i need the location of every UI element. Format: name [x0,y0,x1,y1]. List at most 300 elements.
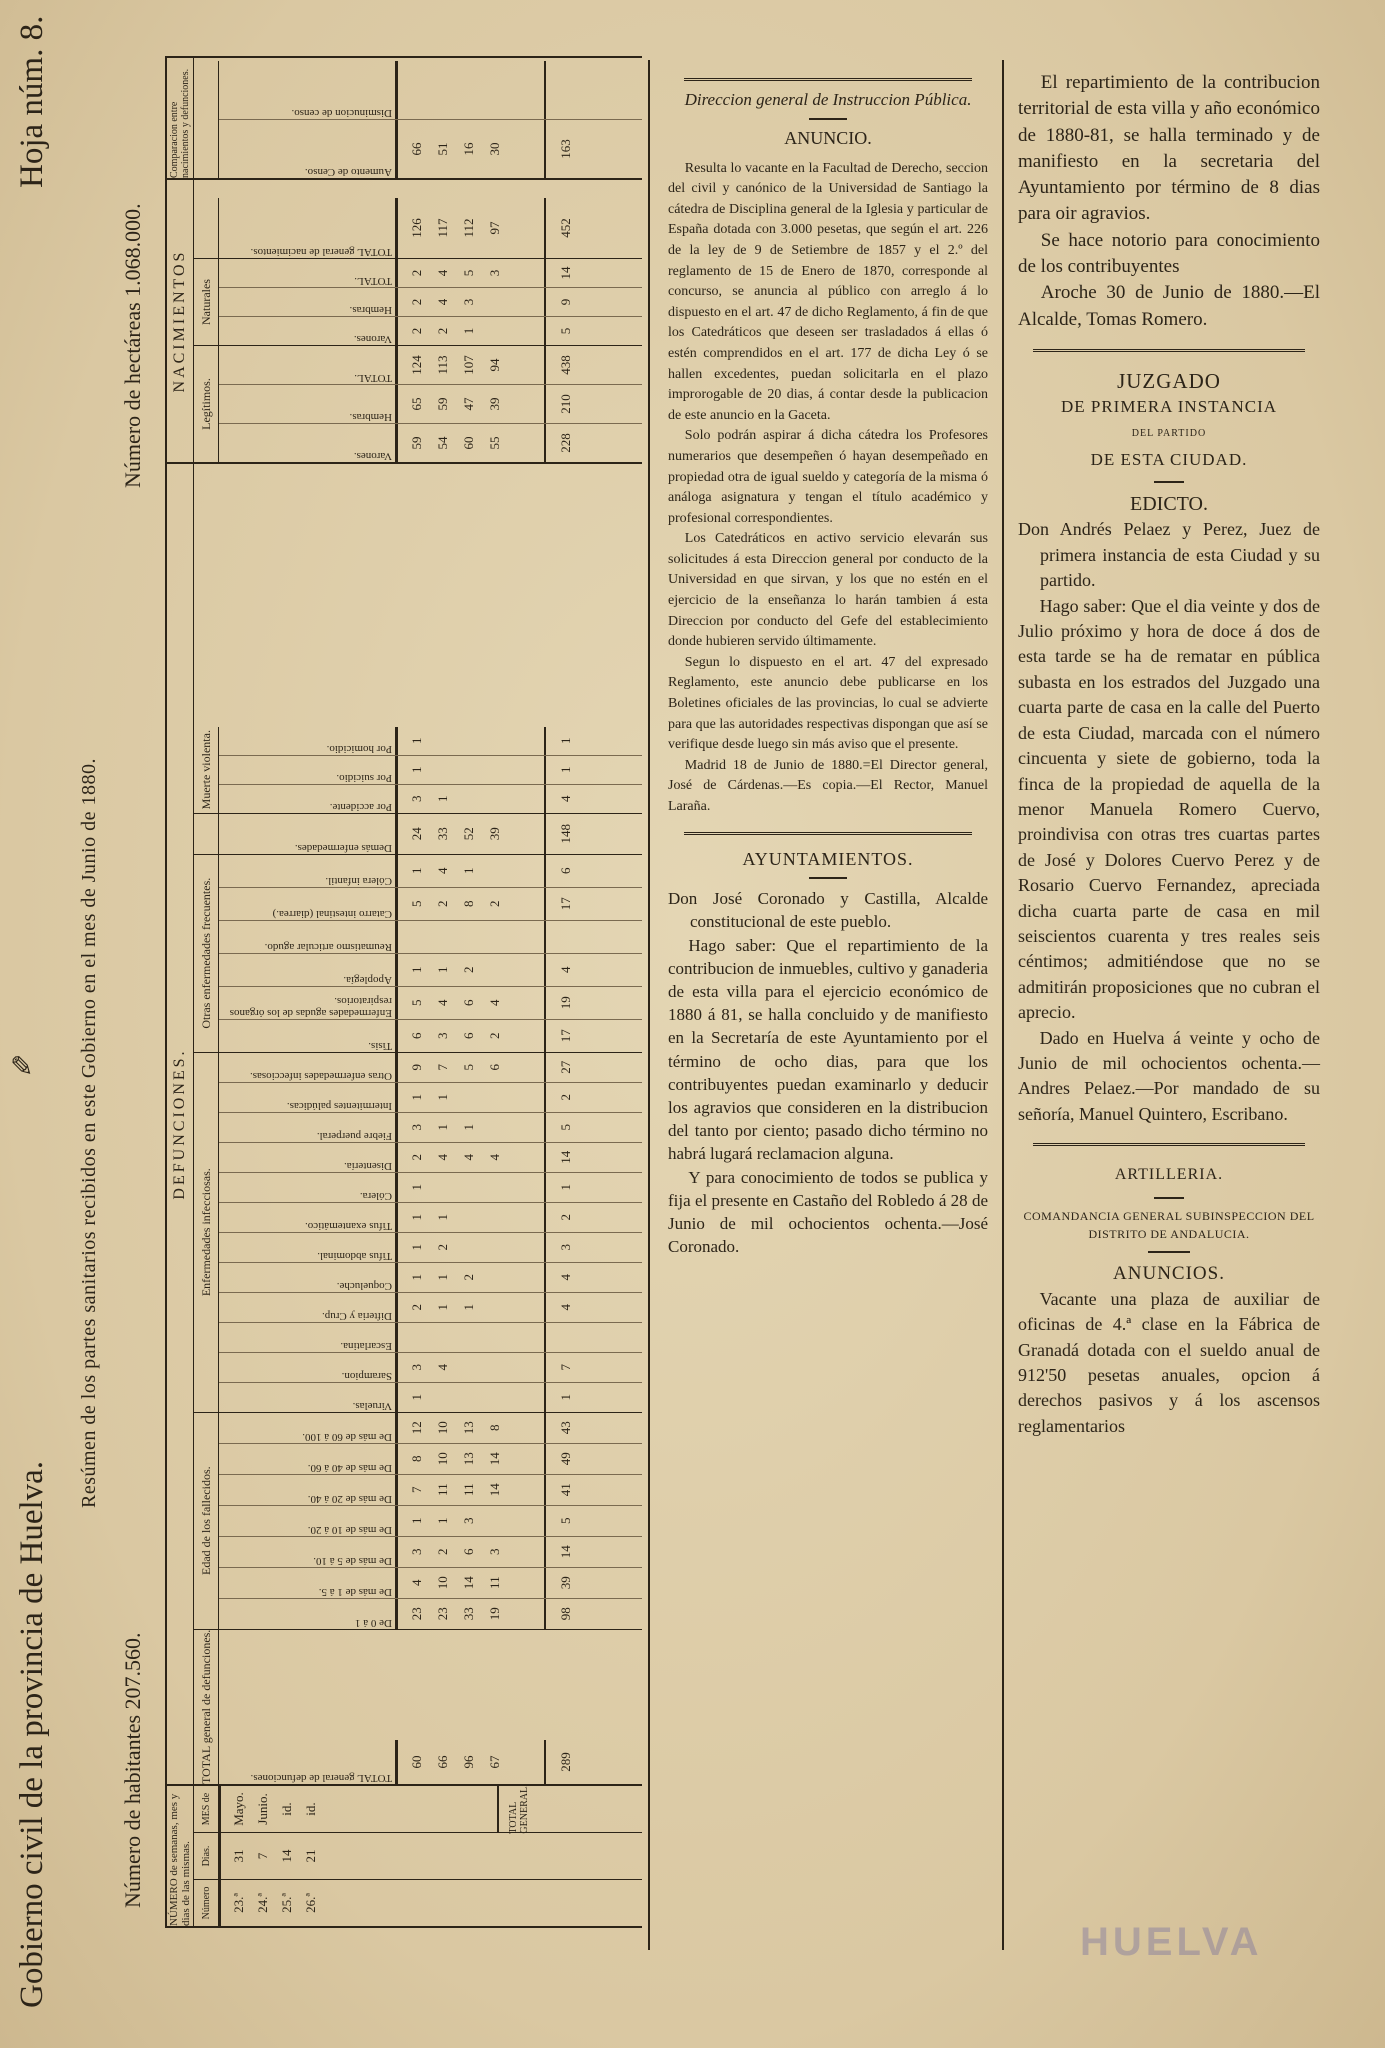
column-header: TOTAL. [219,259,396,287]
total-general-label: TOTAL GENERAL. [497,1786,539,1832]
subgroup-columns [219,727,642,813]
column-total: 228 [544,424,586,462]
edicto-signature: Dado en Huelva á veinte y ocho de Junio de mil ochocientos ochenta.—Andres Pelaez.—Por mandado de su señoría, Manuel Quintero, Escribano. [1018,1027,1320,1124]
mes-value: id. [303,1802,318,1816]
cell-value: 1 [435,795,450,802]
column-values [396,1020,544,1052]
table-column [219,1112,642,1142]
cell-value: 51 [435,142,450,156]
cell-value: 8 [409,1455,424,1462]
table-column [219,1322,642,1352]
cell-value: 16 [461,142,476,156]
anuncio-paragraph: Segun lo dispuesto en el art. 47 del expresado Reglamento, este anuncio debe publicarse en los Boletines oficiales de las provincias, lo cual se advierte para que las autoridades respectivas dispongan que así se verifique desde luego sin más aviso que el presente. [668,654,988,753]
cell-value: 3 [461,298,476,306]
subgroup-header [194,198,219,258]
cell-value: 107 [461,355,476,375]
cell-value: 1 [461,1123,476,1131]
column-header: TOTAL. [219,346,396,384]
column-header: Reumatismo articular agudo. [219,921,396,953]
column-header: Fiebre puerperal. [219,1113,396,1142]
column-header: Disminucion de censo. [219,61,396,119]
column-total: 5 [544,317,586,345]
cell-value: 6 [461,999,476,1006]
column-total: 4 [544,1293,586,1322]
cell-value: 24 [409,827,424,841]
cell-value: 9 [409,1063,424,1071]
subgroup-header: Edad de los fallecidos. [194,1413,219,1629]
cell-value: 30 [487,142,502,156]
subgroup-columns [219,1630,642,1784]
cell-value: 6 [409,1032,424,1039]
cell-value: 97 [487,221,502,235]
column-values [396,727,544,755]
dias-value: 21 [303,1849,318,1863]
column-header: TOTAL general de nacimientos. [219,198,396,258]
table-subgroup [194,198,642,258]
mes-header: MES de [194,1786,219,1832]
column-total: 1 [544,756,586,784]
cell-value: 52 [461,827,476,841]
table-column [219,953,642,986]
table-column [219,198,642,258]
column-total: 41 [544,1475,586,1505]
column-total: 7 [544,1353,586,1382]
column-total: 2 [544,1083,586,1112]
column-total: 27 [544,1053,586,1082]
cell-value: 3 [409,1363,424,1371]
table-column [219,986,642,1019]
ayuntamiento-alcalde: Don José Coronado y Castilla, Alcalde constitucional de este pueblo. [668,889,988,932]
rule [809,877,847,879]
column-values [396,855,544,887]
column-values [396,1413,544,1443]
ayuntamiento-paragraph: Y para conocimiento de todos se publica y fija el presente en Castaño del Robledo á 28 de Junio de mil ochocientos ochenta.—José Coronado. [668,1167,988,1257]
group-nacimientos-header: NACIMIENTOS [167,180,194,462]
column-values [396,1263,544,1292]
column-total: 163 [544,120,586,178]
column-header: Sarampion. [219,1353,396,1382]
dias-header: Dias. [194,1833,219,1879]
juzgado-title: JUZGADO [1117,368,1221,393]
column-header: Tifus abdominal. [219,1233,396,1262]
comandancia-title: COMANDANCIA GENERAL SUBINSPECCION DEL DISTRITO DE ANDALUCIA. [1023,1208,1315,1241]
cell-value: 1 [409,1273,424,1281]
rule [1154,481,1184,483]
cell-value: 1 [435,1123,450,1131]
table-subgroup [194,258,642,345]
table-column [219,727,642,755]
cell-value: 3 [409,795,424,802]
ayuntamiento-paragraph: Hago saber: Que el repartimiento de la contribucion de inmuebles, cultivo y ganaderia de esta villa para el ejercicio económico de 1880 á 81, se halla concluido y de manifiesto en la Secretaría de este Ayuntamiento por el término de ocho dias, para que los contribuyentes puedan examinarlo y deducir los agravios que consideren en la distribucion del tanto por ciento; pasado dicho término no habrá lugará reclamacion alguna. [668,935,988,1164]
anuncios-title: ANUNCIOS. [1113,1262,1225,1284]
rule [684,832,972,835]
table-column [219,1382,642,1412]
cell-value: 10 [435,1452,450,1466]
cell-value: 14 [461,1576,476,1590]
column-total: 452 [544,198,586,258]
cell-value: 3 [461,1517,476,1524]
table-column [219,1536,642,1567]
column-header: TOTAL general de defunciones. [219,1740,396,1784]
column-header: Cólera. [219,1173,396,1202]
cell-value: 11 [435,1483,450,1496]
table-subgroup [194,1412,642,1629]
column-values [396,1444,544,1474]
column-values [396,1568,544,1598]
table-subgroup [194,345,642,462]
column-values [396,385,544,423]
numero-col [194,1879,642,1926]
column-values [396,1383,544,1412]
column-header: Hembras. [219,288,396,316]
table-column [219,1443,642,1474]
column-total: 6 [544,855,586,887]
column-header: Aumento de Censo. [219,120,396,178]
cell-value: 2 [461,966,476,973]
cell-value: 39 [487,397,502,411]
subgroup-columns [219,814,642,854]
column-values [396,1740,544,1784]
column-total [544,1323,586,1352]
cell-value: 1 [435,966,450,973]
subgroup-columns [219,259,642,345]
rule [809,118,847,120]
numero-header: Número [194,1880,219,1926]
column-total: 438 [544,346,586,384]
table-column [219,1292,642,1322]
numero-value: 23.ª [231,1893,246,1913]
group-defunciones [167,462,642,1784]
dias-values [219,1833,537,1879]
cell-value: 2 [409,1153,424,1161]
aroche-paragraph: El repartimiento de la contribucion territorial de esta villa y año económico de 1880-81, se halla terminado y de manifiesto en la secretaria del Ayuntamiento por término de 8 dias para oir agravios. [1018,72,1320,225]
table-column [219,1474,642,1505]
group-defunciones-body [194,464,642,1784]
column-total: 14 [544,259,586,287]
subgroup-columns [219,1053,642,1412]
column-values [396,888,544,920]
cell-value: 60 [461,436,476,450]
table-column [219,1142,642,1172]
edicto-paragraph: Hago saber: Que el dia veinte y dos de Julio próximo y hora de doce á dos de esta tarde se ha de rematar en pública subasta en los estrados del Juzgado una cuarta parte de casa en la calle del Puerto de esta Ciudad, marcada con el número cincuenta y siete de gobierno, toda la finca de la propiedad de aquella de la menor Manuela Romero Cuervo, proindivisa con otras tres cuartas partes de José y Dolores Cuervo Perez y de Rosario Cuervo Fernandez, apreciada dicha cuarta parte de casa en mil seiscientos cuarenta y tres reales seis céntimos; admitiéndose que no se admitirán proposiciones que no cubran el aprecio. [1018,595,1320,1023]
cell-value: 66 [409,142,424,156]
column-header: De más de 20 á 40. [219,1475,396,1505]
cell-value: 112 [461,218,476,238]
gazette-title: Gobierno civil de la provincia de Huelva. [14,1460,50,2008]
juzgado-subtitle: DE PRIMERA INSTANCIA [1060,397,1278,417]
table-column [219,1202,642,1232]
sanitary-statistics-table [165,56,642,1928]
cell-value: 10 [435,1576,450,1590]
table-subgroup [194,61,642,178]
artilleria-title: ARTILLERIA. [1114,1166,1224,1184]
cell-value: 6 [461,1548,476,1555]
cell-value: 1 [409,966,424,973]
cell-value: 55 [487,436,502,450]
numero-values [219,1880,537,1926]
cell-value: 47 [461,397,476,411]
column-total: 4 [544,954,586,986]
column-total: 210 [544,385,586,423]
text-column-2 [1018,70,1320,1439]
subgroup-header: Enfermedades infecciosas. [194,1053,219,1412]
column-values [396,1113,544,1142]
subgroup-header [194,814,219,854]
column-values [396,1537,544,1567]
cell-value: 1 [435,1213,450,1221]
column-values [396,259,544,287]
cell-value: 4 [435,1363,450,1371]
table-column [219,755,642,784]
column-values [396,1173,544,1202]
column-header: Apoplegía. [219,954,396,986]
cell-value: 10 [435,1421,450,1435]
column-header: Coqueluche. [219,1263,396,1292]
cell-value: 3 [487,269,502,277]
table-column [219,287,642,316]
aroche-paragraph: Se hace notorio para conocimiento de los contribuyentes [1018,229,1320,278]
cell-value: 4 [487,1153,502,1161]
cell-value: 1 [461,1303,476,1311]
table-column [219,814,642,854]
column-total: 4 [544,785,586,813]
table-column [219,887,642,920]
column-values [396,1293,544,1322]
table-column [219,1232,642,1262]
table-subgroup [194,854,642,1052]
group-nacimientos [167,178,642,462]
cell-value: 14 [487,1483,502,1497]
cell-value: 4 [409,1579,424,1586]
column-header: Por accidente. [219,785,396,813]
column-header: De más de 60 á 100. [219,1413,396,1443]
cell-value: 1 [435,1517,450,1524]
table-subgroup [194,727,642,813]
group-comparacion-body [194,58,642,178]
cell-value: 23 [435,1607,450,1621]
anuncio-signature: Madrid 18 de Junio de 1880.=El Director general, José de Cárdenas.—Es copia.—El Rector, Manuel Laraña. [668,757,988,814]
group-numero-header: NÚMERO de semanas, mes y dias de las mismas. [167,1786,194,1926]
subgroup-header: Otras enfermedades frecuentes. [194,855,219,1052]
column-values [396,1233,544,1262]
column-header: Intermitentes palúdicas. [219,1083,396,1112]
cell-value: 2 [435,1548,450,1555]
table-column [219,384,642,423]
column-header: Otras enfermedades infecciosas. [219,1053,396,1082]
column-header: De 0 á 1 [219,1599,396,1629]
edicto-title: EDICTO. [1130,493,1208,516]
column-header: Tisis. [219,1020,396,1052]
cell-value: 4 [435,298,450,306]
cell-value: 13 [461,1452,476,1466]
column-total: 4 [544,1263,586,1292]
group-defunciones-header: DEFUNCIONES. [167,464,194,1784]
cell-value: 2 [409,269,424,277]
cell-value: 1 [409,737,424,744]
cell-value: 2 [487,1032,502,1039]
rule [1148,1251,1190,1253]
column-values [396,1053,544,1082]
cell-value: 8 [487,1424,502,1431]
column-header: Por homicidio. [219,727,396,755]
column-total: 17 [544,888,586,920]
cell-value: 2 [409,1303,424,1311]
subgroup-columns [219,855,642,1052]
column-values [396,1203,544,1232]
dias-col [194,1832,642,1879]
mes-value: Mayo. [231,1792,246,1826]
column-header: De más de 40 á 60. [219,1444,396,1474]
table-column [219,346,642,384]
column-total: 9 [544,288,586,316]
edicto-judge: Don Andrés Pelaez y Perez, Juez de primera instancia de esta Ciudad y su partido. [1018,519,1320,591]
cell-value: 65 [409,397,424,411]
juzgado-subtitle: DEL PARTIDO [1131,427,1207,439]
cell-value: 1 [409,1213,424,1221]
cell-value: 39 [487,827,502,841]
hectares-count: Número de hectáreas 1.068.000. [120,203,145,488]
column-total: 5 [544,1113,586,1142]
column-values [396,1475,544,1505]
cell-value: 4 [435,1153,450,1161]
column-header: Catarro intestinal (diarrea.) [219,888,396,920]
column-values [396,1143,544,1172]
group-nacimientos-body [194,180,642,462]
cell-value: 4 [435,867,450,874]
cell-value: 60 [409,1755,424,1769]
table-column [219,1413,642,1443]
mes-value: id. [279,1802,294,1816]
table-column [219,119,642,178]
cell-value: 1 [435,1303,450,1311]
group-numero [167,1784,642,1926]
column-header: De más de 5 á 10. [219,1537,396,1567]
cell-value: 4 [487,999,502,1006]
cell-value: 33 [435,827,450,841]
column-values [396,756,544,784]
aroche-signature: Aroche 30 de Junio de 1880.—El Alcalde, Tomas Romero. [1018,282,1320,330]
margin-mark: ✎ [10,1052,34,1083]
column-values [396,120,544,178]
column-total: 14 [544,1537,586,1567]
cell-value: 59 [409,436,424,450]
column-header: Tifus exantemático. [219,1203,396,1232]
archive-watermark: HUELVA [1080,1920,1263,1964]
column-header: De más de 10 á 20. [219,1506,396,1536]
column-header: Disentería. [219,1143,396,1172]
mes-col [194,1786,642,1832]
table-subgroup [194,1629,642,1784]
cell-value: 5 [461,269,476,277]
group-comparacion-header: Comparacion entre nacimientos y defunciones. [167,58,194,178]
subgroup-header [194,61,219,178]
column-total: 1 [544,1383,586,1412]
column-values [396,1323,544,1352]
column-values [396,1599,544,1629]
rule [1033,1143,1305,1146]
column-values [396,987,544,1019]
column-values [396,1353,544,1382]
column-total: 98 [544,1599,586,1629]
table-column [219,1567,642,1598]
dias-value: 7 [255,1852,270,1860]
table-column [219,1019,642,1052]
cell-value: 5 [409,900,424,907]
cell-value: 1 [435,1093,450,1101]
column-total: 49 [544,1444,586,1474]
cell-value: 5 [409,999,424,1006]
table-column [219,1505,642,1536]
column-header: Viruelas. [219,1383,396,1412]
column-total [544,921,586,953]
cell-value: 12 [409,1421,424,1435]
table-column [219,1740,642,1784]
column-separator [648,60,650,1950]
anuncio-paragraph: Solo podrán aspirar á dicha cátedra los Profesores numerarios que desempeñen ó hayan desempeñado en propiedad otra de igual sueldo y categoría de la misma ó análoga asignatura y tengan el título académico y profesional correspondientes. [668,428,988,526]
text-column-1 [668,70,988,1258]
anuncios-paragraph: Vacante una plaza de auxiliar de oficinas de 4.ª clase en la Fábrica de Granadá dotada con el sueldo anual de 912'50 pesetas anuales, opcion á derechos pasivos y á los ascensos reglamentarios [1018,1288,1320,1436]
cell-value: 6 [487,1063,502,1071]
cell-value: 1 [461,867,476,874]
cell-value: 117 [435,218,450,238]
cell-value: 4 [435,269,450,277]
subgroup-columns [219,1413,642,1629]
group-numero-body [194,1786,642,1926]
cell-value: 2 [435,900,450,907]
ayuntamientos-title: AYUNTAMIENTOS. [742,848,914,869]
cell-value: 3 [409,1548,424,1555]
column-values [396,954,544,986]
cell-value: 14 [487,1452,502,1466]
table-column [219,316,642,345]
column-total: 289 [544,1740,586,1784]
cell-value: 94 [487,358,502,372]
column-values [396,198,544,258]
table-column [219,259,642,287]
cell-value: 1 [409,1393,424,1401]
subgroup-columns [219,198,642,258]
cell-value: 124 [409,355,424,375]
column-header: Varones. [219,317,396,345]
cell-value: 67 [487,1755,502,1769]
column-separator [1002,60,1004,1950]
subgroup-header: Naturales [194,259,219,345]
column-total: 43 [544,1413,586,1443]
sheet-number: Hoja núm. 8. [14,15,50,188]
column-total: 1 [544,1173,586,1202]
table-column [219,784,642,813]
numero-value: 25.ª [279,1893,294,1913]
cell-value: 1 [409,766,424,773]
cell-value: 1 [461,327,476,335]
mes-values [219,1786,497,1832]
numero-value: 26.ª [303,1893,318,1913]
table-subgroup [194,813,642,854]
cell-value: 1 [409,867,424,874]
juzgado-subtitle: DE ESTA CIUDAD. [1090,449,1248,469]
rule [1033,349,1305,352]
column-total: 17 [544,1020,586,1052]
cell-value: 96 [461,1755,476,1769]
table-column [219,61,642,119]
cell-value: 23 [409,1607,424,1621]
column-values [396,61,544,119]
rule [684,78,972,81]
column-header: Enfermedades agudas de los órganos respiratorios. [219,987,396,1019]
column-header: Hembras. [219,385,396,423]
cell-value: 1 [409,1093,424,1101]
column-total: 39 [544,1568,586,1598]
